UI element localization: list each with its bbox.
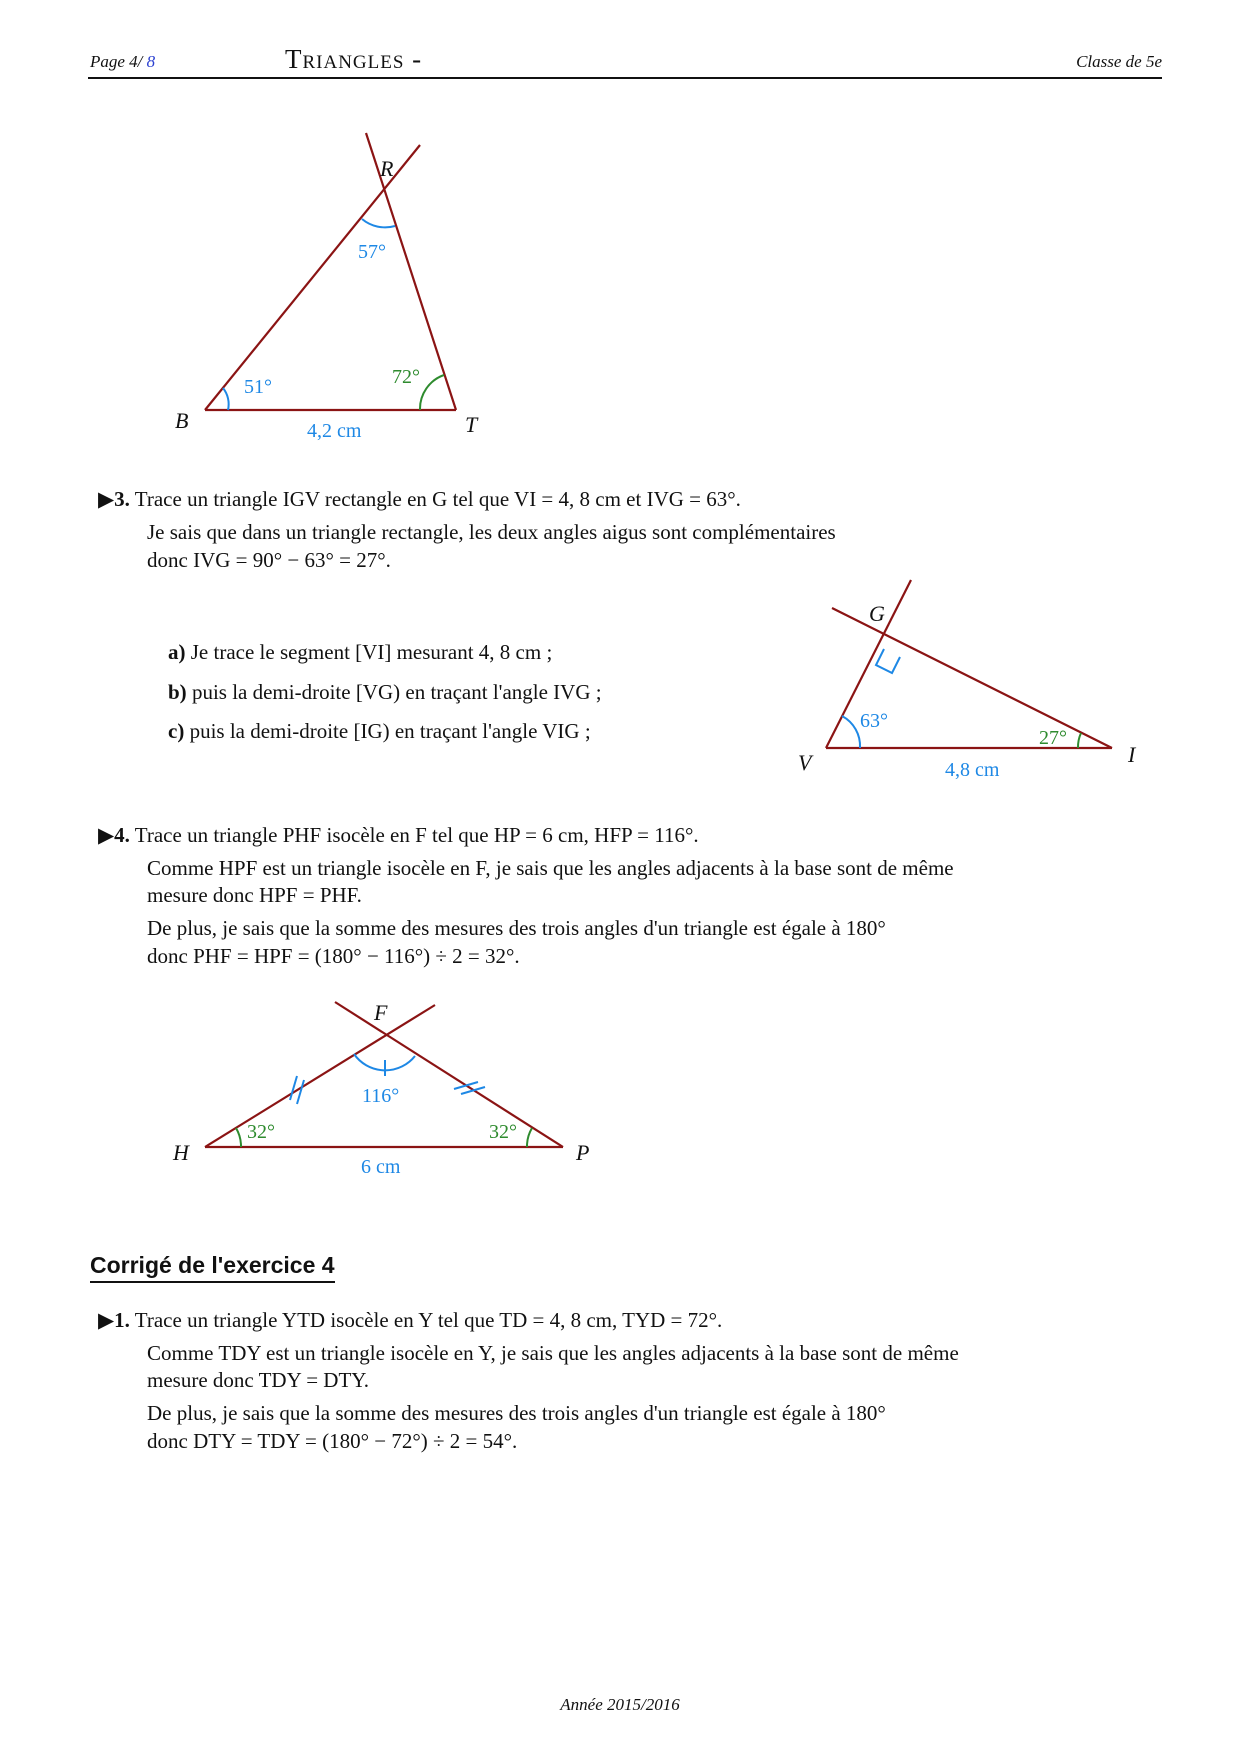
vertex-h: H (173, 1140, 189, 1165)
arc-angle-t (420, 375, 444, 410)
angle-label-f: 116° (362, 1085, 400, 1107)
vertex-i: I (1128, 742, 1136, 767)
arc-angle-h (236, 1128, 241, 1147)
ex4-line2: Comme HPF est un triangle isocèle en F, je sais que les angles adjacents à la base sont de même (147, 856, 954, 880)
vertex-f: F (374, 1000, 388, 1025)
figure-triangle-fhp (172, 1000, 589, 1178)
corr1-marker: ▶1. (98, 1308, 130, 1332)
ex4-statement: Trace un triangle PHF isocèle en F tel que HP = 6 cm, HFP = 116°. (134, 823, 699, 847)
tick-pf-1 (454, 1082, 478, 1089)
ex3-line3: donc IVG = 90° − 63° = 27°. (147, 548, 391, 572)
ex4-line4: De plus, je sais que la somme des mesures des trois angles d'un triangle est égale à 180° (147, 916, 886, 940)
angle-label-t: 72° (392, 366, 420, 388)
vertex-r: R (380, 156, 394, 181)
ex3-step-c-label: c) (168, 719, 185, 743)
document-title: Triangles - (285, 44, 423, 74)
ex4-line5: donc PHF = HPF = (180° − 116°) ÷ 2 = 32°. (147, 944, 520, 968)
ex3-marker: ▶3. (98, 487, 130, 511)
vertex-p: P (576, 1140, 590, 1165)
ex3-step-c-text: puis la demi-droite [IG) en traçant l'angle VIG ; (189, 719, 591, 743)
ex3-statement-line (98, 485, 741, 513)
tick-hf-1 (290, 1076, 297, 1100)
corr1-line3: mesure donc TDY = DTY. (147, 1368, 370, 1392)
ex3-step-b-label: b) (168, 680, 187, 704)
ex3-step-b-text: puis la demi-droite [VG) en traçant l'angle IVG ; (191, 680, 602, 704)
ex3-step-c (168, 719, 591, 744)
side-label-vi: 4,8 cm (945, 759, 1000, 781)
line-pf (335, 1002, 563, 1147)
ex4-line3: mesure donc HPF = PHF. (147, 883, 362, 907)
ex4-marker: ▶4. (98, 823, 130, 847)
footer-year: Année 2015/2016 (560, 1695, 680, 1714)
right-angle-marker-g (876, 649, 900, 673)
ex3-step-a (168, 640, 552, 665)
side-label-bt: 4,2 cm (307, 420, 362, 442)
ex3-step-a-label: a) (168, 640, 186, 664)
angle-label-h: 32° (247, 1121, 275, 1143)
ex3-line2: Je sais que dans un triangle rectangle, les deux angles aigus sont complémentaires (147, 520, 836, 544)
arc-angle-p (527, 1128, 532, 1147)
corr1-line2: Comme TDY est un triangle isocèle en Y, je sais que les angles adjacents à la base sont de même (147, 1341, 959, 1365)
vertex-t: T (465, 412, 478, 437)
angle-label-v: 63° (860, 710, 888, 732)
corr1-statement: Trace un triangle YTD isocèle en Y tel que TD = 4, 8 cm, TYD = 72°. (134, 1308, 723, 1332)
corr1-line5: donc DTY = TDY = (180° − 72°) ÷ 2 = 54°. (147, 1429, 518, 1453)
line-hf (205, 1005, 435, 1147)
corr1-statement-line (98, 1306, 722, 1334)
arc-angle-r (362, 219, 395, 227)
arc-angle-b (223, 388, 229, 410)
angle-label-b: 51° (244, 376, 272, 398)
class-label: Classe de 5e (1076, 52, 1162, 71)
arc-angle-v (842, 716, 860, 748)
ex4-statement-line (98, 821, 699, 849)
ex3-step-a-text: Je trace le segment [VI] mesurant 4, 8 cm ; (190, 640, 553, 664)
page-total-link[interactable]: 8 (146, 52, 156, 71)
side-label-hp: 6 cm (361, 1156, 401, 1178)
vertex-g: G (869, 601, 885, 626)
line-br (205, 145, 420, 410)
tick-hf-2 (297, 1080, 304, 1104)
tick-pf-2 (461, 1087, 485, 1094)
page-label: Page 4/ (90, 52, 143, 71)
section-title-corrige: Corrigé de l'exercice 4 (90, 1252, 335, 1283)
figure-triangle-gvi (798, 580, 1137, 781)
corr1-line4: De plus, je sais que la somme des mesures des trois angles d'un triangle est égale à 180° (147, 1401, 886, 1425)
angle-label-i: 27° (1039, 727, 1067, 749)
vertex-b: B (175, 408, 189, 433)
figure-triangle-rbt (175, 133, 479, 442)
angle-label-r: 57° (358, 241, 386, 263)
arc-angle-i (1078, 733, 1081, 748)
ex3-statement: Trace un triangle IGV rectangle en G tel que VI = 4, 8 cm et IVG = 63°. (134, 487, 741, 511)
ex3-step-b (168, 680, 602, 705)
vertex-v: V (798, 750, 812, 775)
angle-label-p: 32° (489, 1121, 517, 1143)
